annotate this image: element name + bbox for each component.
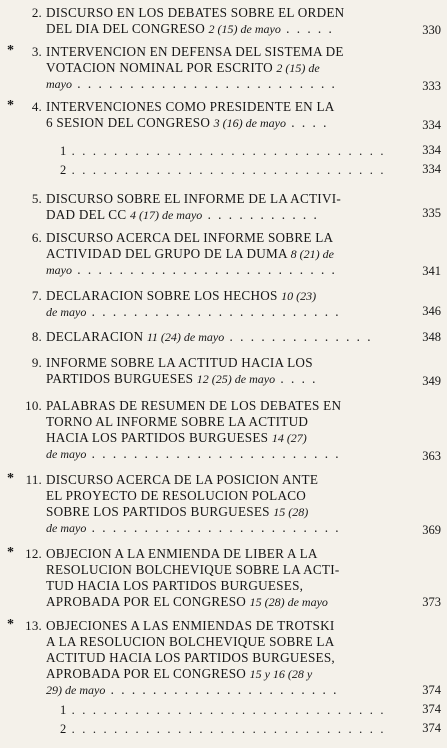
- page-number: 348: [422, 330, 441, 344]
- entry-title: DISCURSO EN LOS DEBATES SOBRE EL ORDEN DEL DIA DEL CONGRESO 2 (15) de mayo . . . . .: [46, 5, 345, 36]
- entry-number: 13.: [25, 618, 42, 633]
- entry-title: DECLARACION SOBRE LOS HECHOS 10 (23) de mayo . . . . . . . . . . . . . . . . . . . . . . . .: [46, 288, 341, 319]
- entry-number: 8.: [31, 329, 42, 344]
- entry-title: DISCURSO ACERCA DEL INFORME SOBRE LA ACTIVIDAD DEL GRUPO DE LA DUMA 8 (21) de mayo . . . . . . . . . . . . . . . . . . . . . . . . .: [46, 230, 337, 277]
- entry-number: 10.: [25, 398, 42, 413]
- entry-number: 2.: [31, 5, 42, 20]
- entry-number: 12.: [25, 546, 42, 561]
- page-number: 374: [422, 702, 441, 716]
- page-number: 330: [422, 23, 441, 37]
- entry-title: DECLARACION 11 (24) de mayo . . . . . . . . . . . . . .: [46, 329, 373, 344]
- entry-title: OBJECION A LA ENMIENDA DE LIBER A LA RESOLUCION BOLCHEVIQUE SOBRE LA ACTI- TUD HACIA LOS PARTIDOS BURGUESES, APROBADA POR EL CONGRESO 15 (28) de mayo: [46, 546, 340, 609]
- entry-title: INFORME SOBRE LA ACTITUD HACIA LOS PARTIDOS BURGUESES 12 (25) de mayo . . . .: [46, 355, 318, 386]
- page-number: 333: [422, 79, 441, 93]
- page-number: 334: [422, 118, 441, 132]
- entry-title: INTERVENCION EN DEFENSA DEL SISTEMA DE VOTACION NOMINAL POR ESCRITO 2 (15) de mayo . . . . . . . . . . . . . . . . . . . . . . . . .: [46, 44, 344, 91]
- asterisk-mark: *: [7, 43, 14, 58]
- entry-number: 3.: [31, 44, 42, 59]
- page-number: 363: [422, 449, 441, 463]
- entry-number: 5.: [31, 191, 42, 206]
- entry-number: 7.: [31, 288, 42, 303]
- page-number: 374: [422, 683, 441, 697]
- page-number: 349: [422, 374, 441, 388]
- page-number: 334: [422, 162, 441, 176]
- page-number: 335: [422, 206, 441, 220]
- entry-title: OBJECIONES A LAS ENMIENDAS DE TROTSKI A LA RESOLUCION BOLCHEVIQUE SOBRE LA ACTITUD HACIA LOS PARTIDOS BURGUESES, APROBADA POR EL CONGRESO 15 y 16 (28 y 29) de mayo . . . . . . . . . . . . . . . . . . . . . .: [46, 618, 339, 697]
- entry-title: DISCURSO SOBRE EL INFORME DE LA ACTIVI- DAD DEL CC 4 (17) de mayo . . . . . . . . . . .: [46, 191, 342, 222]
- asterisk-mark: *: [7, 617, 14, 632]
- entry-number: 6.: [31, 230, 42, 245]
- asterisk-mark: *: [7, 545, 14, 560]
- entry-title: DISCURSO ACERCA DE LA POSICION ANTE EL PROYECTO DE RESOLUCION POLACO SOBRE LOS PARTIDOS BURGUESES 15 (28) de mayo . . . . . . . . . . . . . . . . . . . . . . . .: [46, 472, 341, 535]
- page-number: 373: [422, 595, 441, 609]
- page-number: 374: [422, 721, 441, 735]
- entry-number: 4.: [31, 99, 42, 114]
- page-number: 369: [422, 523, 441, 537]
- asterisk-mark: *: [7, 471, 14, 486]
- asterisk-mark: *: [7, 98, 14, 113]
- table-of-contents: 2. DISCURSO EN LOS DEBATES SOBRE EL ORDEN DEL DIA DEL CONGRESO 2 (15) de mayo . . . . . 330 * 3. INTERVENCION EN DEFENSA DEL SISTEMA DE VOTACION NOMINAL POR ESCRITO 2 (15) de mayo . . . . . . . . . . . . . . . . . . . . . . . . . 333 * 4. INTERVENCIONES COMO PRESIDENTE EN LA 6 SESION DEL CONGRESO 3 (16) de mayo . . . . 334 1 . . . . . . . . . . . . . . . . . . . . . . . . . . . . . . 334 2 . . . . . . . . . . . . . . . . . . . . . . . . . . . . . . 334 5. DISCURSO SOBRE EL INFORME DE LA ACTIVI- DAD DEL CC 4 (17) de mayo . . . . . . . . . . . 335 6. DISCURSO ACERCA DEL INFORME SOBRE LA ACTIVIDAD DEL GRUPO DE LA DUMA 8 (21) de mayo . . . . . . . . . . . . . . . . . . . . . . . . . 341 7. DECLARACION SOBRE LOS HECHOS 10 (23) de mayo . . . . . . . . . . . . . . . . . . . . . . . . 346 8. DECLARACION 11 (24) de mayo . . . . . . . . . . . . . . 348 9. INFORME SOBRE LA ACTITUD HACIA LOS PARTIDOS BURGUESES 12 (25) de mayo . . . . 349 10. PALABRAS DE RESUMEN DE LOS DEBATES EN TORNO AL INFORME SOBRE LA ACTITUD HACIA LOS PARTIDOS BURGUESES 14 (27) de mayo . . . . . . . . . . . . . . . . . . . . . . . . 363 * 11. DISCURSO ACERCA DE LA POSICION ANTE EL PROYECTO DE RESOLUCION POLACO SOBRE LOS PARTIDOS BURGUESES 15 (28) de mayo . . . . . . . . . . . . . . . . . . . . . . . . 369 * 12. OBJECION A LA ENMIENDA DE LIBER A LA RESOLUCION BOLCHEVIQUE SOBRE LA ACTI- TUD HACIA LOS PARTIDOS BURGUESES, APROBADA POR EL CONGRESO 15 (28) de mayo 373 * 13. OBJECIONES A LAS ENMIENDAS DE TROTSKI A LA RESOLUCION BOLCHEVIQUE SOBRE LA ACTITUD HACIA LOS PARTIDOS BURGUESES, APROBADA POR EL CONGRESO 15 y 16 (28 y 29) de mayo . . . . . . . . . . . . . . . . . . . . . . 374 1 . . . . . . . . . . . . . . . . . . . . . . . . . . . . . . 374 2 . . . . . . . . . . . . . . . . . . . . . . . . . . . . . . 374: [7, 5, 441, 736]
- page-number: 334: [422, 143, 441, 157]
- entry-number: 11.: [25, 472, 42, 487]
- page-number: 346: [422, 304, 441, 318]
- page-number: 341: [422, 264, 441, 278]
- entry-number: 9.: [31, 355, 42, 370]
- entry-title: PALABRAS DE RESUMEN DE LOS DEBATES EN TORNO AL INFORME SOBRE LA ACTITUD HACIA LOS PARTIDOS BURGUESES 14 (27) de mayo . . . . . . . . . . . . . . . . . . . . . . . .: [46, 398, 342, 461]
- entry-title: INTERVENCIONES COMO PRESIDENTE EN LA 6 SESION DEL CONGRESO 3 (16) de mayo . . . .: [46, 99, 335, 130]
